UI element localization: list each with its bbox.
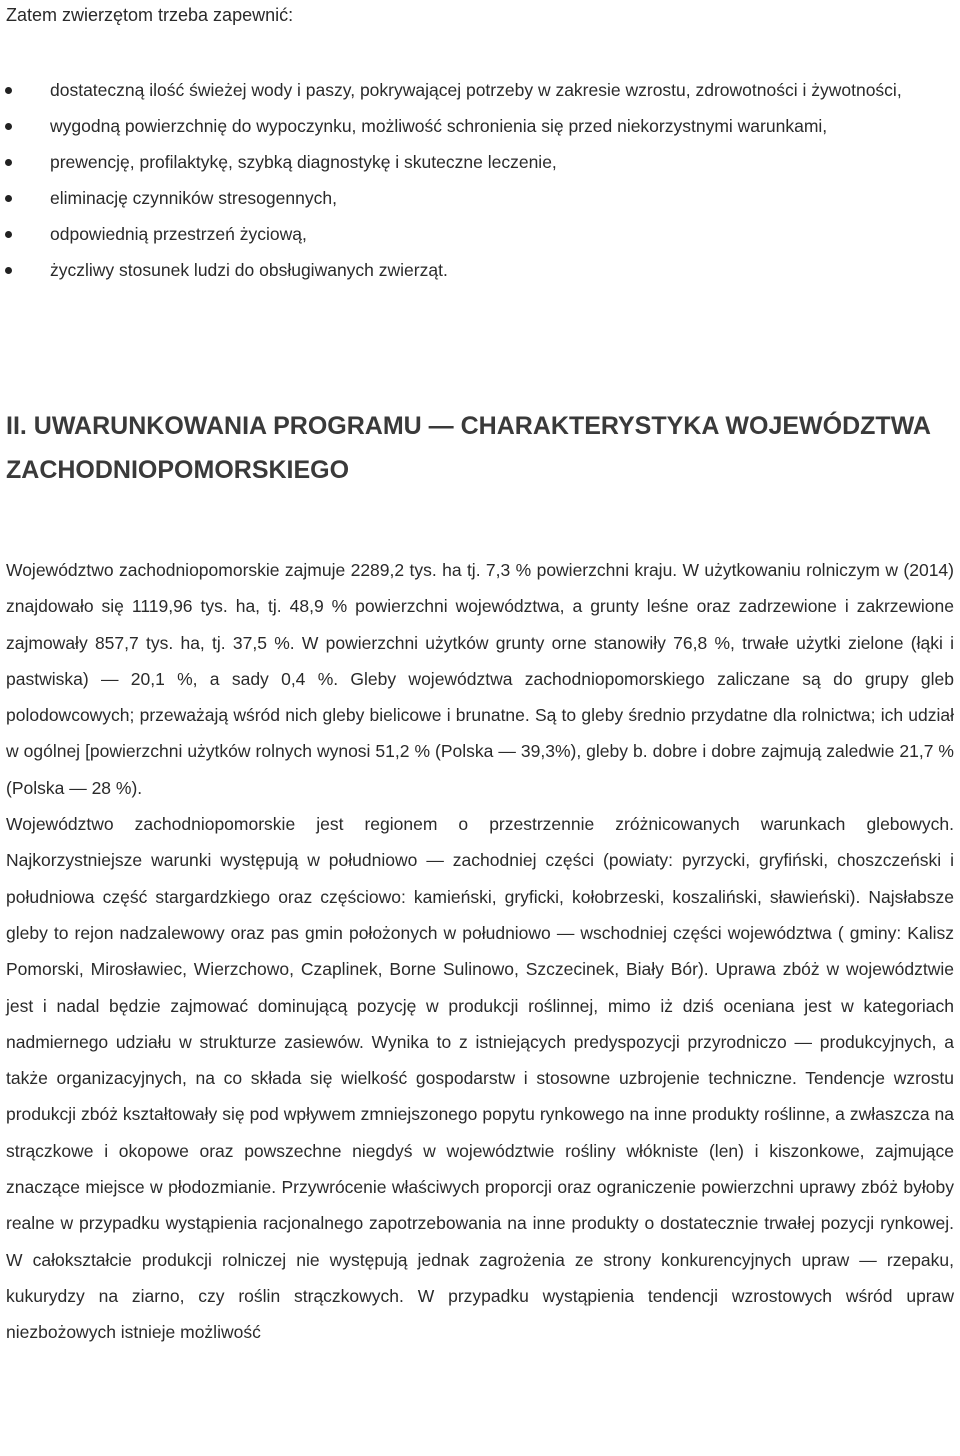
list-item-text: prewencję, profilaktykę, szybką diagnostykę i skuteczne leczenie, (50, 152, 557, 172)
bullet-icon (5, 195, 12, 202)
list-item (0, 180, 960, 216)
section-heading: II. UWARUNKOWANIA PROGRAMU — CHARAKTERYSTYKA WOJEWÓDZTWA ZACHODNIOPOMORSKIEGO (6, 412, 931, 484)
bullet-icon (5, 231, 12, 238)
bullet-icon (5, 267, 12, 274)
bullet-icon (5, 159, 12, 166)
requirements-list (0, 72, 960, 288)
paragraph: Województwo zachodniopomorskie zajmuje 2289,2 tys. ha tj. 7,3 % powierzchni kraju. W użytkowaniu rolniczym w (2014) znajdowało się 1119,96 tys. ha, tj. 48,9 % powierzchni województwa, a grunty leśne oraz zadrzewione i zakrzewione zajmowały 857,7 tys. ha, tj. 37,5 %. W powierzchni użytków grunty orne stanowiły 76,8 %, trwałe użytki zielone (łąki i pastwiska) — 20,1 %, a sady 0,4 %. Gleby województwa zachodniopomorskiego zaliczane są do grupy gleb polodowcowych; przeważają wśród nich gleby bielicowe i brunatne. Są to gleby średnio przydatne dla rolnictwa; ich udział w ogólnej [powierzchni użytków rolnych wynosi 51,2 % (Polska — 39,3%), gleby b. dobre i dobre zajmują zaledwie 21,7 % (Polska — 28 %). (6, 560, 954, 798)
list-item-text: eliminację czynników stresogennych, (50, 188, 337, 208)
list-item (0, 252, 960, 288)
list-item (0, 108, 960, 144)
bullet-icon (5, 87, 12, 94)
list-item-text: wygodną powierzchnię do wypoczynku, możliwość schronienia się przed niekorzystnymi warunkami, (50, 116, 828, 136)
paragraph: Województwo zachodniopomorskie jest regionem o przestrzennie zróżnicowanych warunkach glebowych. Najkorzystniejsze warunki występują w południowo — zachodniej części (powiaty: pyrzycki, gryfiński, choszczeński i południowa część stargardzkiego oraz częściowo: kamieński, gryficki, kołobrzeski, koszaliński, sławieński). Najsłabsze gleby to rejon nadzalewowy oraz pas gmin położonych w południowo — wschodniej części województwa ( gminy: Kalisz Pomorski, Mirosławiec, Wierzchowo, Czaplinek, Borne Sulinowo, Szczecinek, Biały Bór). Uprawa zbóż w województwie jest i nadal będzie zajmować dominującą pozycję w produkcji roślinnej, mimo iż dziś oceniana jest w kategoriach nadmiernego udziału w strukturze zasiewów. Wynika to z istniejących predyspozycji przyrodniczo — produkcyjnych, a także organizacyjnych, na co składa się wielkość gospodarstw i stosowne uzbrojenie techniczne. Tendencje wzrostu produkcji zbóż kształtowały się pod wpływem zmniejszonego popytu rynkowego na inne produkty roślinne, a zwłaszcza na strączkowe i okopowe oraz powszechne niegdyś w województwie rośliny włókniste (len) i kiszonkowe, zajmujące znaczące miejsce w płodozmianie. Przywrócenie właściwych proporcji oraz ograniczenie powierzchni uprawy zbóż byłoby realne w przypadku wystąpienia racjonalnego zapotrzebowania na inne produkty o dostatecznie trwałej pozycji rynkowej. W całokształcie produkcji rolniczej nie występują jednak zagrożenia ze strony konkurencyjnych upraw — rzepaku, kukurydzy na ziarno, czy roślin strączkowych. W przypadku wystąpienia tendencji wzrostowych wśród upraw niezbożowych istnieje możliwość (6, 814, 954, 1343)
bullet-icon (5, 123, 12, 130)
body-text (6, 552, 954, 1351)
list-item (0, 216, 960, 252)
intro-text: Zatem zwierzętom trzeba zapewnić: (6, 5, 294, 25)
list-item-text: życzliwy stosunek ludzi do obsługiwanych zwierząt. (50, 260, 448, 280)
list-item (0, 72, 960, 108)
list-item-text: odpowiednią przestrzeń życiową, (50, 224, 307, 244)
list-item-text: dostateczną ilość świeżej wody i paszy, pokrywającej potrzeby w zakresie wzrostu, zdrowotności i żywotności, (50, 80, 902, 100)
list-item (0, 144, 960, 180)
